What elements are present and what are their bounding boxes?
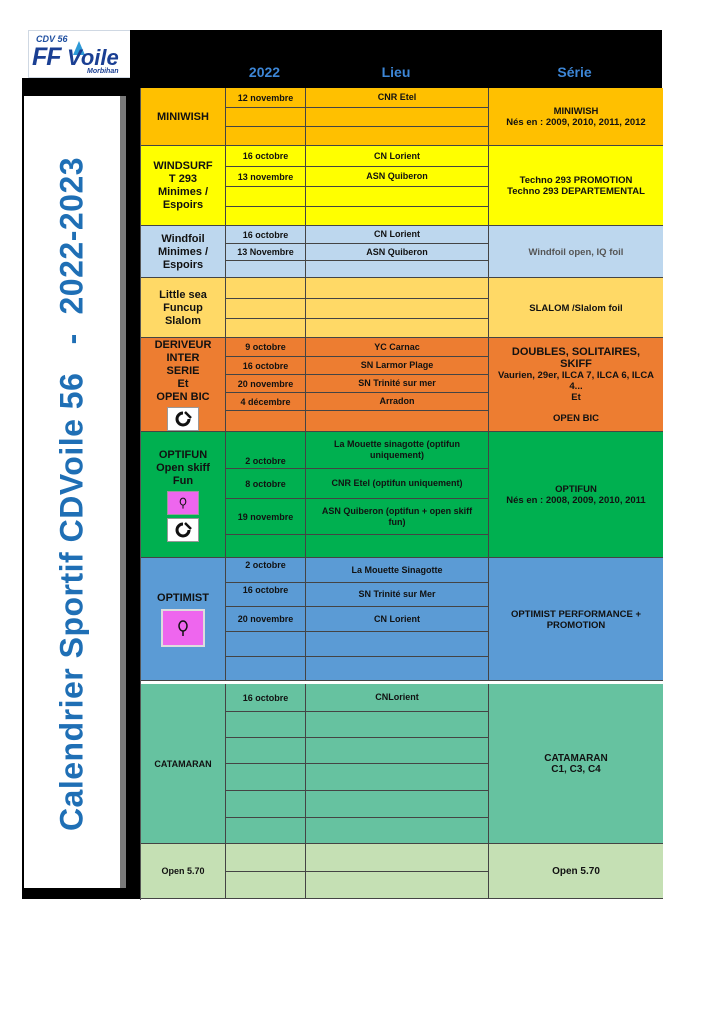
event-row bbox=[225, 790, 488, 817]
event-row bbox=[225, 146, 488, 166]
event-date: 20 novembre bbox=[225, 375, 306, 392]
event-place bbox=[306, 261, 488, 278]
category-cell bbox=[141, 432, 225, 558]
category-cell bbox=[141, 684, 225, 844]
event-place bbox=[306, 818, 488, 844]
event-date: 16 octobre bbox=[225, 146, 306, 166]
event-row bbox=[225, 582, 488, 606]
event-row bbox=[225, 318, 488, 338]
event-date bbox=[225, 278, 306, 298]
event-date: 12 novembre bbox=[225, 88, 306, 107]
ffvoile-logo bbox=[28, 30, 131, 78]
event-place: Arradon bbox=[379, 396, 415, 406]
event-row bbox=[225, 498, 488, 534]
event-row bbox=[225, 684, 488, 711]
category-label: CATAMARAN bbox=[154, 758, 212, 769]
event-place bbox=[306, 764, 488, 790]
event-date bbox=[225, 411, 306, 432]
optimist-class-icon bbox=[161, 609, 205, 647]
event-date bbox=[225, 844, 306, 871]
event-date: 13 novembre bbox=[225, 167, 306, 186]
sidebar-shadow bbox=[120, 96, 126, 888]
series-cell bbox=[488, 432, 663, 558]
event-row bbox=[225, 278, 488, 298]
event-date: 9 octobre bbox=[225, 338, 306, 356]
series-label: Vaurien, 29er, ILCA 7, ILCA 6, ILCA 4... bbox=[497, 370, 655, 392]
category-cell bbox=[141, 226, 225, 278]
event-place: ASN Quiberon (optifun + open skiff fun) bbox=[321, 505, 473, 527]
event-place bbox=[306, 207, 488, 226]
event-place bbox=[306, 712, 488, 737]
event-date: 2 octobre bbox=[225, 558, 306, 582]
event-row bbox=[225, 166, 488, 186]
event-row bbox=[225, 606, 488, 631]
event-date: 20 novembre bbox=[225, 607, 306, 631]
event-row bbox=[225, 206, 488, 226]
event-row bbox=[225, 226, 488, 243]
event-date bbox=[225, 261, 306, 278]
series-label: SLALOM /Slalom foil bbox=[529, 302, 623, 314]
section-catamaran bbox=[141, 684, 663, 844]
series-label: PROMOTION bbox=[546, 619, 606, 631]
event-row bbox=[225, 298, 488, 318]
series-cell bbox=[488, 88, 663, 146]
event-date bbox=[225, 632, 306, 656]
event-place bbox=[306, 299, 488, 318]
event-date bbox=[225, 818, 306, 844]
series-label: MINIWISH bbox=[553, 106, 599, 117]
event-place: YC Carnac bbox=[374, 341, 420, 352]
category-label: Little sea bbox=[159, 288, 207, 301]
category-cell bbox=[141, 146, 225, 226]
event-place: ASN Quiberon bbox=[366, 246, 428, 257]
series-cell bbox=[488, 338, 663, 432]
series-label: OPEN BIC bbox=[553, 413, 599, 424]
event-row bbox=[225, 711, 488, 737]
event-row bbox=[225, 243, 488, 260]
event-date bbox=[225, 712, 306, 737]
event-place bbox=[306, 872, 488, 899]
event-place: SN Larmor Plage bbox=[360, 360, 434, 370]
event-row bbox=[225, 656, 488, 681]
category-label: OPEN BIC bbox=[156, 391, 210, 403]
header-place: Lieu bbox=[381, 64, 411, 80]
event-date: 8 octobre bbox=[225, 469, 306, 498]
series-label: Nés en : 2008, 2009, 2010, 2011 bbox=[506, 495, 646, 506]
event-date: 16 octobre bbox=[225, 583, 306, 606]
event-place: CNR Etel bbox=[377, 92, 417, 102]
event-row bbox=[225, 410, 488, 432]
event-place bbox=[306, 319, 488, 338]
section-open570 bbox=[141, 844, 663, 899]
series-label: Et bbox=[571, 392, 581, 403]
category-label: OPTIFUN bbox=[158, 448, 208, 461]
event-date bbox=[225, 319, 306, 338]
section-optifun bbox=[141, 432, 663, 558]
event-place bbox=[306, 278, 488, 298]
event-place bbox=[306, 535, 488, 558]
series-label: SKIFF bbox=[560, 358, 592, 370]
series-cell bbox=[488, 278, 663, 338]
event-place bbox=[306, 657, 488, 681]
event-row bbox=[225, 844, 488, 871]
event-row bbox=[225, 356, 488, 374]
section-deriveur bbox=[141, 338, 663, 432]
category-label: Windfoil bbox=[161, 232, 205, 245]
series-cell bbox=[488, 226, 663, 278]
logo-morbihan-text: Morbihan bbox=[87, 68, 119, 75]
event-place bbox=[306, 127, 488, 146]
calendar-table bbox=[140, 88, 662, 900]
event-place: SN Trinité sur Mer bbox=[358, 589, 436, 599]
event-row bbox=[225, 763, 488, 790]
category-label: T 293 bbox=[168, 173, 198, 185]
event-place: CNLorient bbox=[375, 692, 419, 702]
category-label: Open skiff bbox=[156, 461, 210, 474]
event-date bbox=[225, 738, 306, 763]
open-bic-icon bbox=[167, 518, 199, 542]
category-label: Slalom bbox=[164, 314, 202, 327]
section-windsurf bbox=[141, 146, 663, 226]
category-label: Minimes / bbox=[157, 186, 209, 198]
series-label: Open 5.70 bbox=[552, 866, 600, 877]
category-label: SERIE bbox=[166, 365, 200, 377]
event-place: CN Lorient bbox=[374, 613, 420, 624]
event-date: 16 octobre bbox=[225, 684, 306, 711]
event-date bbox=[225, 207, 306, 226]
category-label: Fun bbox=[172, 474, 194, 487]
event-row bbox=[225, 126, 488, 146]
event-date bbox=[225, 535, 306, 558]
category-cell bbox=[141, 558, 225, 681]
event-place: CN Lorient bbox=[374, 229, 420, 239]
event-date: 4 décembre bbox=[225, 393, 306, 410]
series-label: Nés en : 2009, 2010, 2011, 2012 bbox=[506, 117, 646, 128]
series-label: OPTIFUN bbox=[555, 484, 597, 495]
event-place: ASN Quiberon bbox=[366, 171, 428, 181]
event-row bbox=[225, 558, 488, 582]
event-place: SN Trinité sur mer bbox=[358, 378, 436, 388]
series-label: OPTIMIST PERFORMANCE + bbox=[510, 608, 642, 620]
category-label: Funcup bbox=[163, 301, 203, 314]
event-place bbox=[306, 108, 488, 126]
event-row bbox=[225, 338, 488, 356]
event-row bbox=[225, 186, 488, 206]
event-row bbox=[225, 392, 488, 410]
event-row bbox=[225, 374, 488, 392]
category-label: MINIWISH bbox=[157, 110, 209, 123]
series-cell bbox=[488, 684, 663, 844]
event-date: 19 novembre bbox=[225, 499, 306, 534]
category-label: Espoirs bbox=[162, 258, 204, 271]
event-row bbox=[225, 817, 488, 844]
series-cell bbox=[488, 146, 663, 226]
event-place bbox=[306, 844, 488, 871]
event-date: 2 octobre bbox=[225, 432, 306, 468]
category-label: DERIVEUR bbox=[154, 339, 212, 351]
event-row bbox=[225, 871, 488, 899]
category-label: Open 5.70 bbox=[161, 866, 205, 876]
event-date: 16 octobre bbox=[225, 357, 306, 374]
event-row bbox=[225, 737, 488, 763]
category-label: INTER bbox=[166, 352, 200, 364]
event-date bbox=[225, 108, 306, 126]
section-miniwish bbox=[141, 88, 663, 146]
category-cell bbox=[141, 844, 225, 899]
event-row bbox=[225, 260, 488, 278]
series-label: Techno 293 DEPARTEMENTAL bbox=[507, 186, 645, 197]
event-row bbox=[225, 88, 488, 107]
series-label: Techno 293 PROMOTION bbox=[519, 175, 633, 186]
optimist-class-icon bbox=[167, 491, 199, 515]
event-date: 16 octobre bbox=[225, 226, 306, 243]
sidebar-title: Calendrier Sportif CDVoile 56 - 2022-2023 bbox=[53, 156, 90, 832]
event-date bbox=[225, 127, 306, 146]
event-row bbox=[225, 107, 488, 126]
series-cell bbox=[488, 558, 663, 681]
event-date bbox=[225, 872, 306, 899]
section-optimist bbox=[141, 558, 663, 681]
event-row bbox=[225, 468, 488, 498]
series-label: CATAMARAN bbox=[544, 753, 608, 764]
event-place: CN Lorient bbox=[374, 150, 420, 161]
category-cell bbox=[141, 278, 225, 338]
event-place: CNR Etel (optifun uniquement) bbox=[331, 478, 463, 488]
event-date bbox=[225, 187, 306, 206]
event-date: 13 Novembre bbox=[225, 244, 306, 260]
series-label: C1, C3, C4 bbox=[551, 764, 601, 775]
event-place bbox=[306, 738, 488, 763]
event-date bbox=[225, 657, 306, 681]
category-label: WINDSURF bbox=[153, 160, 213, 172]
category-label: OPTIMIST bbox=[157, 592, 209, 604]
series-cell bbox=[488, 844, 663, 899]
event-place: La Mouette Sinagotte bbox=[351, 564, 443, 575]
logo-cdv-text: CDV 56 bbox=[36, 34, 68, 44]
section-windfoil bbox=[141, 226, 663, 278]
event-date bbox=[225, 791, 306, 817]
category-label: Espoirs bbox=[162, 199, 204, 211]
event-place: La Mouette sinagotte (optifun uniquement) bbox=[334, 439, 460, 460]
category-cell bbox=[141, 338, 225, 432]
open-bic-icon bbox=[167, 407, 199, 431]
logo-ff-text: FF bbox=[32, 43, 61, 71]
event-row bbox=[225, 432, 488, 468]
event-row bbox=[225, 631, 488, 656]
series-label: Windfoil open, IQ foil bbox=[528, 246, 624, 258]
event-place bbox=[306, 791, 488, 817]
category-label: Et bbox=[177, 378, 189, 390]
series-label: DOUBLES, SOLITAIRES, bbox=[511, 346, 641, 358]
event-place bbox=[306, 632, 488, 656]
event-date bbox=[225, 764, 306, 790]
logo-voile-text: Voile bbox=[67, 45, 119, 70]
event-place bbox=[306, 187, 488, 206]
section-littlesea bbox=[141, 278, 663, 338]
category-label: Minimes / bbox=[157, 245, 209, 258]
event-place bbox=[306, 411, 488, 432]
header-series: Série bbox=[557, 64, 592, 80]
event-row bbox=[225, 534, 488, 558]
event-date bbox=[225, 299, 306, 318]
category-cell bbox=[141, 88, 225, 146]
header-year: 2022 bbox=[248, 64, 281, 80]
